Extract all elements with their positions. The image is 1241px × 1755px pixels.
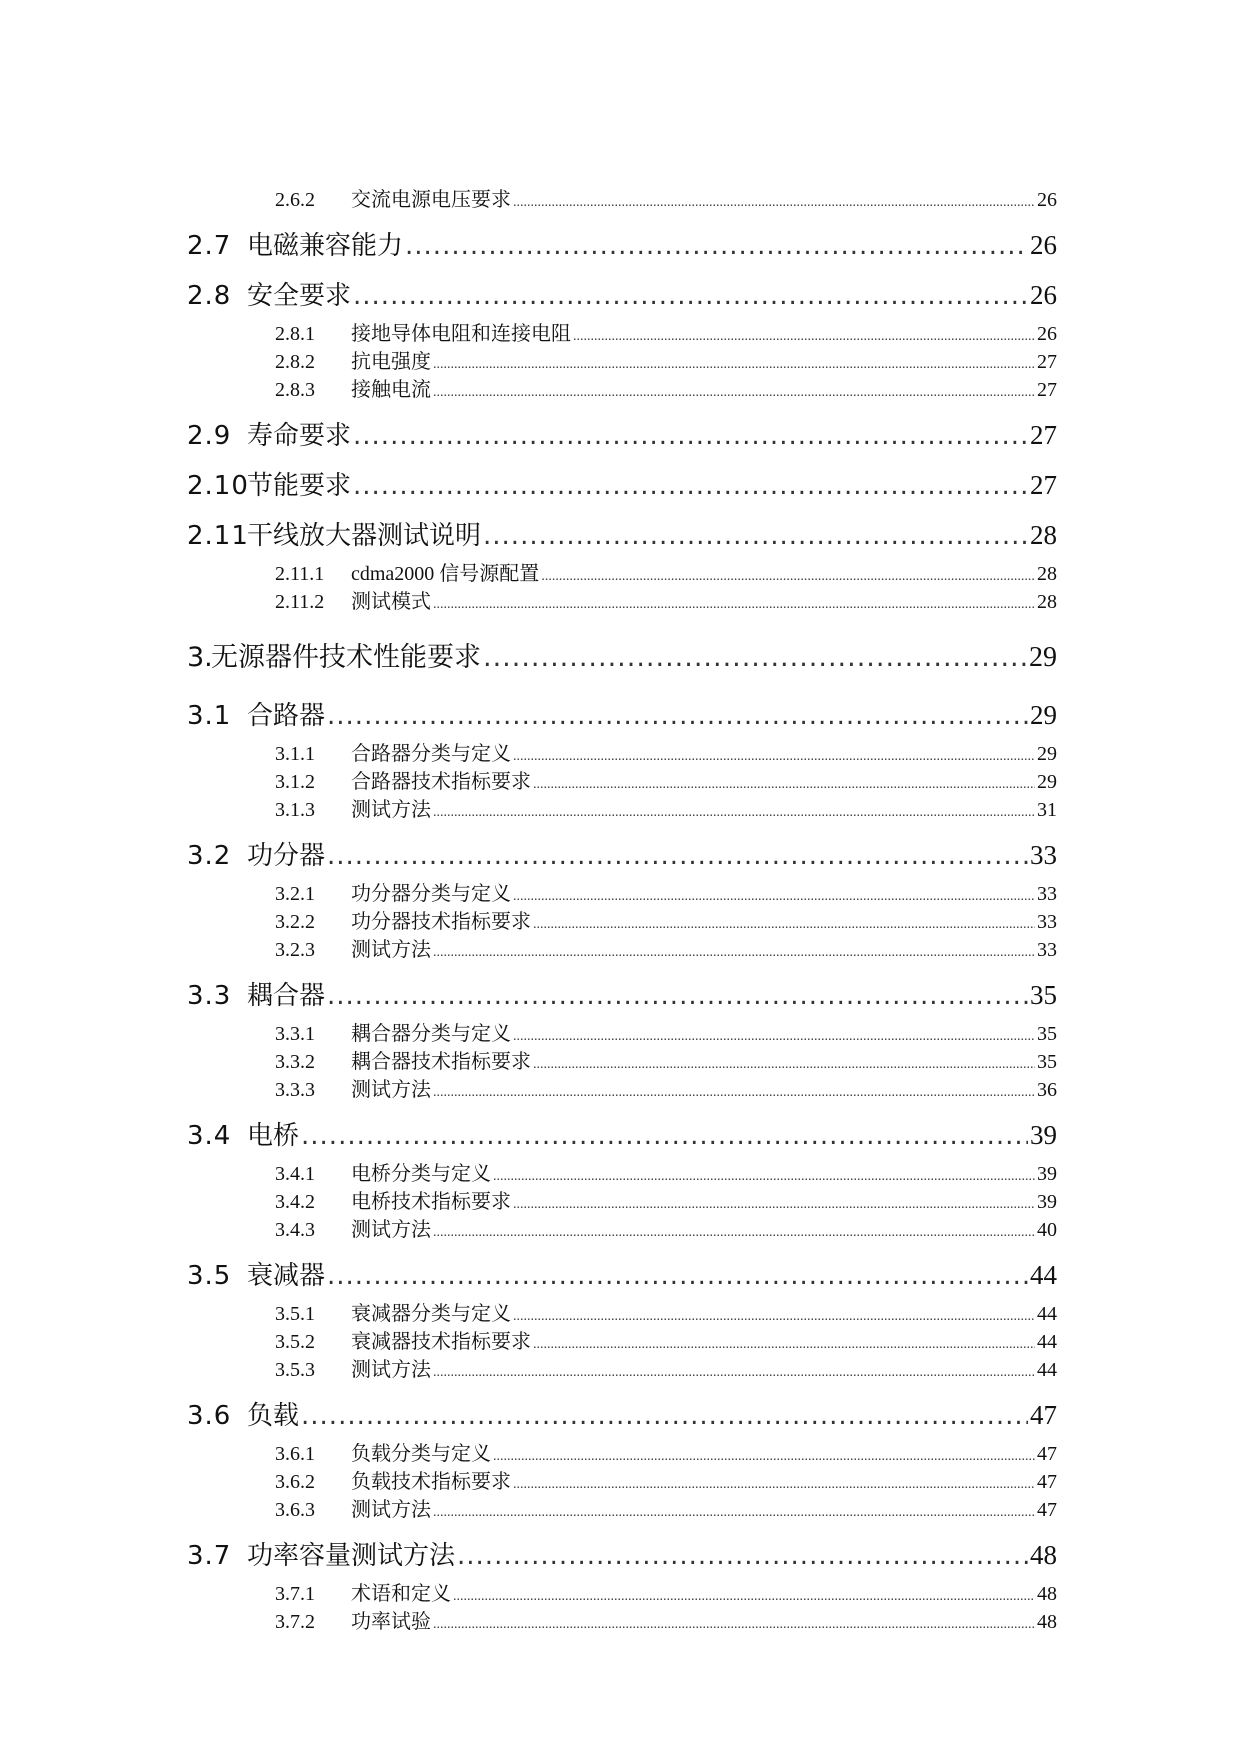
dot-leader [541,560,1035,591]
dot-leader [513,186,1035,217]
toc-entry-number: 3.5.1 [275,1303,315,1325]
toc-entry-number: 3.4 [187,1121,232,1151]
toc-entry-page-number: 29 [1037,771,1057,793]
toc-entry-level-3[interactable] [187,1048,1057,1076]
toc-entry-title: 衰减器分类与定义 [351,1303,511,1325]
toc-entry-level-3[interactable] [187,1356,1057,1384]
toc-entry-number: 3.6.3 [275,1499,315,1521]
dot-leader [533,908,1035,939]
dot-leader [493,1440,1035,1471]
toc-entry-page-number: 33 [1037,911,1057,933]
dot-leader [513,1020,1035,1051]
toc-entry-title: 耦合器 [247,981,326,1011]
dot-leader [513,1300,1035,1331]
toc-entry-number: 2.6.2 [275,189,315,211]
toc-entry-title: 测试方法 [351,939,431,961]
toc-entry-number: 2.11 [187,521,249,551]
toc-entry-number: 3.7 [187,1541,232,1571]
toc-entry-number: 3.4.1 [275,1163,315,1185]
toc-entry-number: 3.3.2 [275,1051,315,1073]
dot-leader [483,630,1027,686]
dot-leader [327,691,1028,741]
toc-entry-page-number: 26 [1030,280,1057,310]
toc-entry-page-number: 44 [1037,1331,1057,1353]
toc-entry-page-number: 36 [1037,1079,1057,1101]
toc-entry-level-3[interactable] [187,880,1057,908]
toc-entry-page-number: 27 [1030,420,1057,450]
toc-entry-level-3[interactable] [187,908,1057,936]
toc-entry-title: 节能要求 [247,471,352,501]
toc-entry-level-2[interactable] [187,460,1057,510]
toc-entry-page-number: 39 [1037,1163,1057,1185]
toc-entry-number: 2.8 [187,281,232,311]
dot-leader [513,1468,1035,1499]
table-of-contents [187,186,1057,1636]
toc-entry-title: 电桥分类与定义 [351,1163,491,1185]
toc-entry-number: 3.1.1 [275,743,315,765]
toc-entry-number: 2.11.1 [275,563,325,585]
toc-entry-level-2[interactable] [187,970,1057,1020]
toc-entry-page-number: 29 [1029,642,1057,673]
toc-entry-level-3[interactable] [187,1188,1057,1216]
toc-entry-number: 2.8.2 [275,351,315,373]
toc-entry-number: 3.5 [187,1261,232,1291]
toc-entry-page-number: 47 [1037,1443,1057,1465]
dot-leader [513,1188,1035,1219]
dot-leader [533,768,1035,799]
toc-entry-number: 3. [187,642,213,673]
toc-entry-level-3[interactable] [187,1076,1057,1104]
toc-entry-title: 衰减器 [247,1261,326,1291]
toc-entry-level-2[interactable] [187,690,1057,740]
toc-entry-page-number: 48 [1037,1583,1057,1605]
toc-entry-title: 负载 [247,1401,300,1431]
dot-leader [433,348,1035,379]
toc-entry-level-2[interactable] [187,1530,1057,1580]
toc-entry-number: 3.5.2 [275,1331,315,1353]
toc-entry-level-3[interactable] [187,320,1057,348]
dot-leader [513,880,1035,911]
toc-entry-number: 3.3 [187,981,232,1011]
dot-leader [433,376,1035,407]
toc-entry-page-number: 28 [1037,563,1057,585]
dot-leader [483,511,1028,561]
toc-entry-page-number: 39 [1030,1120,1057,1150]
toc-entry-number: 3.2.3 [275,939,315,961]
dot-leader [353,411,1028,461]
toc-entry-page-number: 27 [1037,351,1057,373]
dot-leader [573,320,1035,351]
toc-entry-number: 3.6 [187,1401,232,1431]
toc-entry-title: 测试方法 [351,1219,431,1241]
toc-entry-level-3[interactable] [187,1440,1057,1468]
toc-entry-level-2[interactable] [187,1250,1057,1300]
dot-leader [513,740,1035,771]
toc-entry-level-3[interactable] [187,1020,1057,1048]
toc-entry-page-number: 28 [1037,591,1057,613]
dot-leader [453,1580,1035,1611]
toc-entry-title: 功分器分类与定义 [351,883,511,905]
toc-entry-title: 抗电强度 [351,351,431,373]
toc-entry-title: 功率试验 [351,1611,431,1633]
toc-entry-number: 3.3.1 [275,1023,315,1045]
toc-entry-title: 电桥 [247,1121,300,1151]
toc-entry-page-number: 48 [1037,1611,1057,1633]
toc-entry-number: 3.3.3 [275,1079,315,1101]
toc-entry-title: 接地导体电阻和连接电阻 [351,323,571,345]
toc-entry-level-3[interactable] [187,740,1057,768]
dot-leader [433,1356,1035,1387]
toc-entry-page-number: 27 [1030,470,1057,500]
toc-entry-number: 3.2.2 [275,911,315,933]
toc-entry-page-number: 33 [1030,840,1057,870]
toc-entry-page-number: 47 [1037,1471,1057,1493]
toc-entry-level-2[interactable] [187,270,1057,320]
toc-entry-number: 3.6.2 [275,1471,315,1493]
toc-entry-number: 2.10 [187,471,249,501]
toc-entry-title: 负载技术指标要求 [351,1471,511,1493]
toc-entry-title: 合路器分类与定义 [351,743,511,765]
toc-entry-number: 3.1 [187,701,232,731]
toc-entry-number: 3.4.2 [275,1191,315,1213]
toc-entry-page-number: 47 [1037,1499,1057,1521]
dot-leader [327,831,1028,881]
dot-leader [493,1160,1035,1191]
toc-entry-number: 2.8.3 [275,379,315,401]
dot-leader [301,1111,1028,1161]
toc-entry-level-2[interactable] [187,410,1057,460]
toc-entry-page-number: 31 [1037,799,1057,821]
dot-leader [433,588,1035,619]
toc-entry-page-number: 44 [1030,1260,1057,1290]
toc-entry-level-3[interactable] [187,1468,1057,1496]
toc-entry-level-3[interactable] [187,796,1057,824]
toc-entry-number: 3.4.3 [275,1219,315,1241]
toc-entry-level-3[interactable] [187,560,1057,588]
dot-leader [301,1391,1028,1441]
toc-entry-title: 电桥技术指标要求 [351,1191,511,1213]
toc-entry-level-2[interactable] [187,220,1057,270]
toc-entry-level-3[interactable] [187,1496,1057,1524]
dot-leader [533,1328,1035,1359]
toc-entry-page-number: 39 [1037,1191,1057,1213]
toc-entry-number: 3.5.3 [275,1359,315,1381]
toc-entry-page-number: 44 [1037,1303,1057,1325]
dot-leader [327,1251,1028,1301]
dot-leader [533,1048,1035,1079]
dot-leader [327,971,1028,1021]
toc-entry-number: 2.7 [187,231,232,261]
toc-entry-title: 合路器技术指标要求 [351,771,531,793]
toc-entry-title: 合路器 [247,701,326,731]
dot-leader [405,221,1028,271]
toc-entry-title: 测试方法 [351,1079,431,1101]
toc-entry-number: 3.7.1 [275,1583,315,1605]
toc-entry-level-3[interactable] [187,1580,1057,1608]
dot-leader [433,1216,1035,1247]
toc-entry-number: 3.6.1 [275,1443,315,1465]
toc-entry-level-3[interactable] [187,186,1057,214]
toc-entry-level-3[interactable] [187,1608,1057,1636]
toc-entry-title: 接触电流 [351,379,431,401]
toc-entry-page-number: 47 [1030,1400,1057,1430]
toc-entry-title: 功分器 [247,841,326,871]
toc-entry-page-number: 28 [1030,520,1057,550]
toc-entry-number: 2.11.2 [275,591,325,613]
toc-entry-number: 3.2.1 [275,883,315,905]
toc-entry-title: 电磁兼容能力 [247,231,404,261]
toc-entry-title: 测试方法 [351,1359,431,1381]
toc-entry-title: 无源器件技术性能要求 [211,642,481,673]
toc-entry-level-3[interactable] [187,588,1057,616]
dot-leader [457,1531,1028,1581]
toc-entry-level-3[interactable] [187,936,1057,964]
toc-entry-level-2[interactable] [187,1390,1057,1440]
toc-entry-page-number: 26 [1037,323,1057,345]
toc-entry-number: 3.7.2 [275,1611,315,1633]
toc-entry-page-number: 29 [1037,743,1057,765]
toc-entry-level-3[interactable] [187,1216,1057,1244]
toc-entry-title: 交流电源电压要求 [351,189,511,211]
toc-entry-page-number: 26 [1030,230,1057,260]
dot-leader [433,1496,1035,1527]
toc-entry-level-2[interactable] [187,1110,1057,1160]
toc-entry-title: 衰减器技术指标要求 [351,1331,531,1353]
toc-entry-level-2[interactable] [187,830,1057,880]
dot-leader [433,1076,1035,1107]
toc-entry-page-number: 44 [1037,1359,1057,1381]
toc-entry-page-number: 33 [1037,939,1057,961]
dot-leader [353,271,1028,321]
toc-entry-title: 测试方法 [351,799,431,821]
toc-entry-page-number: 35 [1037,1023,1057,1045]
toc-entry-title: cdma2000 信号源配置 [351,563,540,585]
toc-entry-level-3[interactable] [187,768,1057,796]
toc-entry-title: 功分器技术指标要求 [351,911,531,933]
toc-entry-title: 术语和定义 [351,1583,451,1605]
toc-entry-number: 2.9 [187,421,232,451]
toc-entry-page-number: 26 [1037,189,1057,211]
dot-leader [353,461,1028,511]
toc-entry-title: 安全要求 [247,281,352,311]
toc-entry-title: 负载分类与定义 [351,1443,491,1465]
toc-entry-page-number: 33 [1037,883,1057,905]
toc-entry-level-2[interactable] [187,510,1057,560]
toc-entry-title: 功率容量测试方法 [247,1541,456,1571]
toc-entry-page-number: 29 [1030,700,1057,730]
toc-entry-page-number: 35 [1030,980,1057,1010]
toc-entry-number: 3.2 [187,841,232,871]
toc-entry-level-3[interactable] [187,348,1057,376]
toc-entry-title: 测试方法 [351,1499,431,1521]
dot-leader [433,796,1035,827]
toc-entry-level-3[interactable] [187,1160,1057,1188]
toc-entry-page-number: 35 [1037,1051,1057,1073]
toc-entry-level-3[interactable] [187,376,1057,404]
toc-entry-title: 测试模式 [351,591,431,613]
toc-entry-number: 2.8.1 [275,323,315,345]
toc-entry-number: 3.1.2 [275,771,315,793]
toc-entry-title: 干线放大器测试说明 [247,521,482,551]
toc-entry-page-number: 48 [1030,1540,1057,1570]
toc-entry-number: 3.1.3 [275,799,315,821]
toc-entry-page-number: 40 [1037,1219,1057,1241]
toc-entry-level-3[interactable] [187,1328,1057,1356]
dot-leader [433,1608,1035,1639]
toc-entry-title: 寿命要求 [247,421,352,451]
toc-entry-title: 耦合器分类与定义 [351,1023,511,1045]
toc-entry-level-3[interactable] [187,1300,1057,1328]
toc-entry-level-1[interactable] [187,630,1057,686]
toc-entry-page-number: 27 [1037,379,1057,401]
toc-entry-title: 耦合器技术指标要求 [351,1051,531,1073]
dot-leader [433,936,1035,967]
